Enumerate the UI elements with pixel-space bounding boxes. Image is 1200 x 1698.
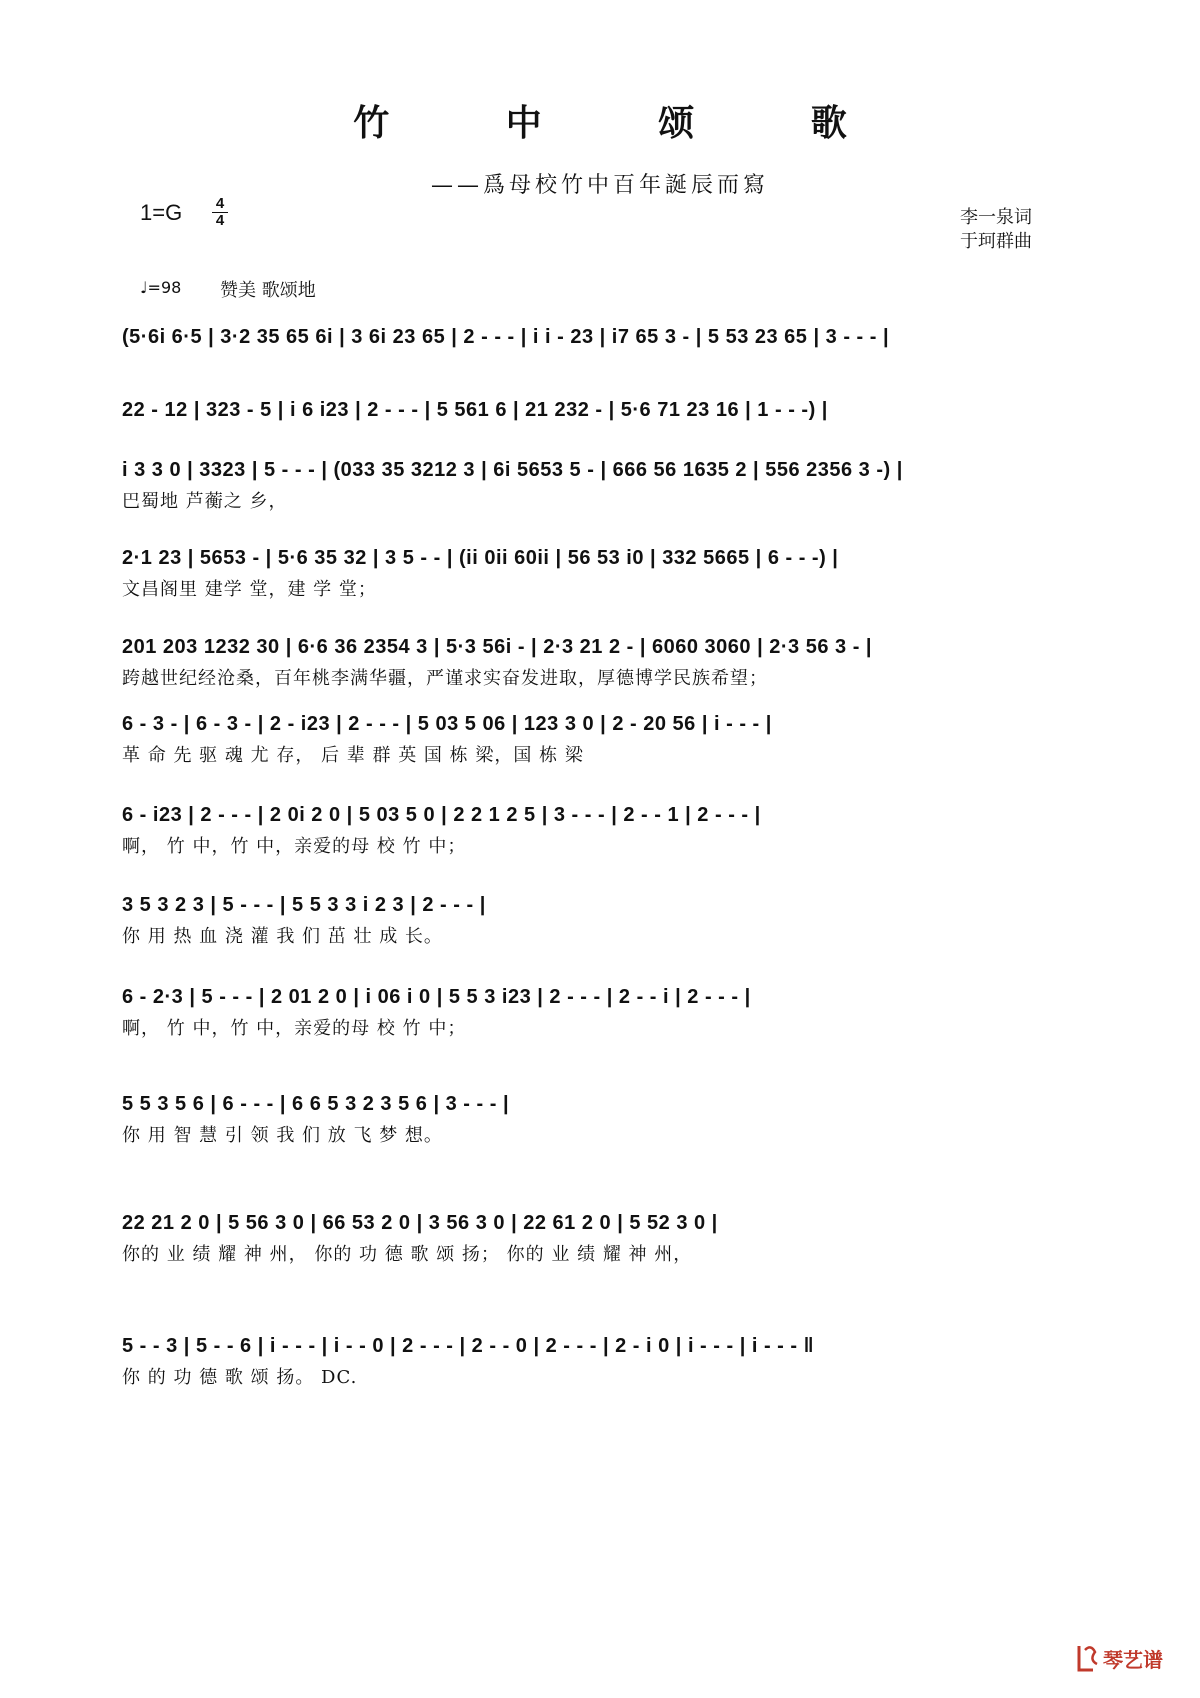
lyrics-line: 啊， 竹 中，竹 中，亲爱的母 校 竹 中； xyxy=(122,1018,467,1039)
lyrics-line xyxy=(122,356,1092,382)
watermark-text: 琴艺谱 xyxy=(1103,1648,1163,1672)
notation-line: i 3 3 0 | 3323 | 5 - - - | (033 35 3212 3 | 6i 5653 5 - | 666 56 1635 2 | 556 2356 3 -) | xyxy=(122,459,903,481)
lyrics-line: 你 用 智 慧 引 领 我 们 放 飞 梦 想。 xyxy=(122,1125,443,1146)
expression-marking: 赞美 歌颂地 xyxy=(220,280,316,301)
lyricist: 李一泉词 xyxy=(960,207,1032,228)
song-subtitle: ——爲母校竹中百年誕辰而寫 xyxy=(430,173,769,198)
lyrics-line: 文昌阁里 建学 堂，建 学 堂； xyxy=(122,579,377,600)
lyrics-line: 啊， 竹 中，竹 中，亲爱的母 校 竹 中； xyxy=(122,836,467,857)
lyrics-line: 你的 业 绩 耀 神 州， 你的 功 德 歌 颂 扬； 你的 业 绩 耀 神 州， xyxy=(122,1244,693,1265)
notation-line: 6 - i23 | 2 - - - | 2 0i 2 0 | 5 03 5 0 | 2 2 1 2 5 | 3 - - - | 2 - - 1 | 2 - - - | xyxy=(122,804,761,826)
notation-line: 22 - 12 | 323 - 5 | i 6 i23 | 2 - - - | 5 561 6 | 21 232 - | 5·6 71 23 16 | 1 - - -) | xyxy=(122,399,828,421)
lyrics-line: 你 的 功 德 歌 颂 扬。 DC. xyxy=(122,1367,358,1388)
notation-line: 5 - - 3 | 5 - - 6 | i - - - | i - - 0 | 2 - - - | 2 - - 0 | 2 - - - | 2 - i 0 | i - - - | i - - - ‖ xyxy=(122,1335,815,1357)
tempo-marking: ♩=98 xyxy=(140,278,182,297)
song-title: 竹 中 颂 歌 xyxy=(353,102,899,144)
lyrics-line: 巴蜀地 芦蘅之 乡， xyxy=(122,491,288,512)
notation-line: 6 - 2·3 | 5 - - - | 2 01 2 0 | i 06 i 0 | 5 5 3 i23 | 2 - - - | 2 - - i | 2 - - - | xyxy=(122,986,751,1008)
lyrics-line xyxy=(122,429,1092,455)
notation-line: 5 5 3 5 6 | 6 - - - | 6 6 5 3 2 3 5 6 | 3 - - - | xyxy=(122,1093,510,1115)
lyrics-line: 你 用 热 血 浇 灌 我 们 茁 壮 成 长。 xyxy=(122,926,443,947)
notation-line: 201 203 1232 30 | 6·6 36 2354 3 | 5·3 56i - | 2·3 21 2 - | 6060 3060 | 2·3 56 3 - | xyxy=(122,636,873,658)
lyrics-line: 革 命 先 驱 魂 尤 存， 后 辈 群 英 国 栋 梁，国 栋 梁 xyxy=(122,745,584,766)
lyrics-line: 跨越世纪经沧桑，百年桃李满华疆，严谨求实奋发进取，厚德博学民族希望； xyxy=(122,668,768,689)
notation-line: (5·6i 6·5 | 3·2 35 65 6i | 3 6i 23 65 | 2 - - - | i i - 23 | i7 65 3 - | 5 53 23 65 | 3 - - - | xyxy=(122,326,890,348)
credits xyxy=(960,206,1032,254)
notation-line: 3 5 3 2 3 | 5 - - - | 5 5 3 3 i 2 3 | 2 - - - | xyxy=(122,894,486,916)
time-signature xyxy=(212,196,228,229)
watermark-icon xyxy=(1075,1640,1185,1676)
watermark-logo xyxy=(1075,1640,1185,1676)
notation-line: 6 - 3 - | 6 - 3 - | 2 - i23 | 2 - - - | 5 03 5 06 | 123 3 0 | 2 - 20 56 | i - - - | xyxy=(122,713,772,735)
notation-line: 22 21 2 0 | 5 56 3 0 | 66 53 2 0 | 3 56 3 0 | 22 61 2 0 | 5 52 3 0 | xyxy=(122,1212,718,1234)
notation-line: 2·1 23 | 5653 - | 5·6 35 32 | 3 5 - - | (ii 0ii 60ii | 56 53 i0 | 332 5665 | 6 - - -) | xyxy=(122,547,839,569)
time-signature-top: 4 xyxy=(215,195,225,212)
composer: 于珂群曲 xyxy=(960,231,1032,252)
time-signature-bottom: 4 xyxy=(215,212,225,229)
key-signature: 1=G xyxy=(140,200,183,225)
